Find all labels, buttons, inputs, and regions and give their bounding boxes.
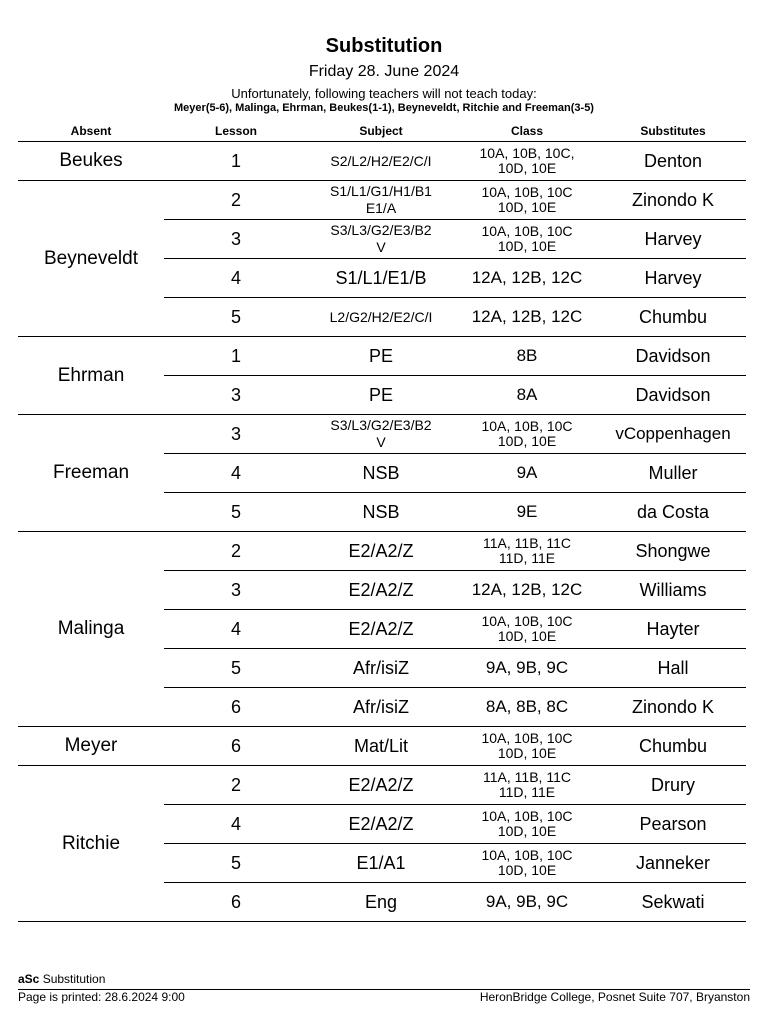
substitute-cell: Chumbu bbox=[600, 298, 746, 337]
class-cell: 9A bbox=[454, 454, 600, 493]
absent-teachers-list: Meyer(5-6), Malinga, Ehrman, Beukes(1-1), Beyneveldt, Ritchie and Freeman(3-5) bbox=[174, 102, 594, 114]
lesson-cell: 4 bbox=[164, 259, 308, 298]
class-cell: 10A, 10B, 10C 10D, 10E bbox=[454, 844, 600, 883]
class-cell: 11A, 11B, 11C 11D, 11E bbox=[454, 532, 600, 571]
app-name: Substitution bbox=[39, 972, 106, 986]
subject-cell: E2/A2/Z bbox=[308, 571, 454, 610]
class-cell: 8B bbox=[454, 337, 600, 376]
substitute-cell: Harvey bbox=[600, 259, 746, 298]
lesson-cell: 4 bbox=[164, 805, 308, 844]
subject-cell: NSB bbox=[308, 493, 454, 532]
lesson-cell: 4 bbox=[164, 610, 308, 649]
substitute-cell: Pearson bbox=[600, 805, 746, 844]
column-header-class: Class bbox=[454, 120, 600, 142]
lesson-cell: 4 bbox=[164, 454, 308, 493]
table-row bbox=[18, 766, 746, 805]
class-cell: 8A bbox=[454, 376, 600, 415]
lesson-cell: 2 bbox=[164, 532, 308, 571]
class-cell: 9A, 9B, 9C bbox=[454, 883, 600, 922]
page-title: Substitution bbox=[325, 35, 443, 57]
substitute-cell: Drury bbox=[600, 766, 746, 805]
lesson-cell: 3 bbox=[164, 415, 308, 454]
substitute-cell: Shongwe bbox=[600, 532, 746, 571]
class-cell: 10A, 10B, 10C 10D, 10E bbox=[454, 610, 600, 649]
lesson-cell: 3 bbox=[164, 571, 308, 610]
class-cell: 11A, 11B, 11C 11D, 11E bbox=[454, 766, 600, 805]
substitute-cell: Muller bbox=[600, 454, 746, 493]
subject-cell: S1/L1/E1/B bbox=[308, 259, 454, 298]
subject-cell: NSB bbox=[308, 454, 454, 493]
class-cell: 12A, 12B, 12C bbox=[454, 298, 600, 337]
substitute-cell: Sekwati bbox=[600, 883, 746, 922]
subject-cell: PE bbox=[308, 376, 454, 415]
table-header-row bbox=[18, 120, 746, 142]
lesson-cell: 5 bbox=[164, 493, 308, 532]
substitution-table bbox=[18, 120, 746, 922]
lesson-cell: 1 bbox=[164, 337, 308, 376]
column-header-substitutes: Substitutes bbox=[600, 120, 746, 142]
substitute-cell: Davidson bbox=[600, 337, 746, 376]
absent-teacher-cell: Meyer bbox=[18, 727, 164, 766]
table-body bbox=[18, 142, 746, 922]
class-cell: 10A, 10B, 10C 10D, 10E bbox=[454, 415, 600, 454]
class-cell: 10A, 10B, 10C, 10D, 10E bbox=[454, 142, 600, 181]
absent-teacher-cell: Ritchie bbox=[18, 766, 164, 922]
lesson-cell: 6 bbox=[164, 883, 308, 922]
substitute-cell: Zinondo K bbox=[600, 181, 746, 220]
page-date: Friday 28. June 2024 bbox=[308, 63, 460, 80]
table-row bbox=[18, 181, 746, 220]
subject-cell: Eng bbox=[308, 883, 454, 922]
subject-cell: S2/L2/H2/E2/C/I bbox=[308, 142, 454, 181]
table-row bbox=[18, 415, 746, 454]
subject-cell: S3/L3/G2/E3/B2 V bbox=[308, 220, 454, 259]
column-header-subject: Subject bbox=[308, 120, 454, 142]
substitute-cell: Hayter bbox=[600, 610, 746, 649]
subject-cell: E2/A2/Z bbox=[308, 532, 454, 571]
substitute-cell: Harvey bbox=[600, 220, 746, 259]
lesson-cell: 1 bbox=[164, 142, 308, 181]
class-cell: 9A, 9B, 9C bbox=[454, 649, 600, 688]
lesson-cell: 5 bbox=[164, 844, 308, 883]
subject-cell: E2/A2/Z bbox=[308, 766, 454, 805]
substitute-cell: Janneker bbox=[600, 844, 746, 883]
class-cell: 10A, 10B, 10C 10D, 10E bbox=[454, 220, 600, 259]
lesson-cell: 5 bbox=[164, 649, 308, 688]
lesson-cell: 6 bbox=[164, 727, 308, 766]
lesson-cell: 3 bbox=[164, 220, 308, 259]
app-brand: aSc bbox=[18, 972, 40, 986]
substitute-cell: Hall bbox=[600, 649, 746, 688]
subject-cell: PE bbox=[308, 337, 454, 376]
lesson-cell: 2 bbox=[164, 181, 308, 220]
column-header-lesson: Lesson bbox=[164, 120, 308, 142]
class-cell: 9E bbox=[454, 493, 600, 532]
substitute-cell: Denton bbox=[600, 142, 746, 181]
absent-teacher-cell: Freeman bbox=[18, 415, 164, 532]
class-cell: 10A, 10B, 10C 10D, 10E bbox=[454, 805, 600, 844]
subject-cell: E2/A2/Z bbox=[308, 610, 454, 649]
class-cell: 12A, 12B, 12C bbox=[454, 259, 600, 298]
subject-cell: S1/L1/G1/H1/B1 E1/A bbox=[308, 181, 454, 220]
lesson-cell: 6 bbox=[164, 688, 308, 727]
subject-cell: E1/A1 bbox=[308, 844, 454, 883]
subject-cell: Mat/Lit bbox=[308, 727, 454, 766]
table-row bbox=[18, 532, 746, 571]
lesson-cell: 2 bbox=[164, 766, 308, 805]
absent-teacher-cell: Beyneveldt bbox=[18, 181, 164, 337]
substitute-cell: vCoppenhagen bbox=[600, 415, 746, 454]
class-cell: 10A, 10B, 10C 10D, 10E bbox=[454, 727, 600, 766]
table-row bbox=[18, 337, 746, 376]
absence-notice: Unfortunately, following teachers will not teach today: bbox=[231, 86, 537, 101]
substitute-cell: Williams bbox=[600, 571, 746, 610]
class-cell: 8A, 8B, 8C bbox=[454, 688, 600, 727]
app-credit bbox=[18, 972, 105, 987]
subject-cell: E2/A2/Z bbox=[308, 805, 454, 844]
subject-cell: Afr/isiZ bbox=[308, 649, 454, 688]
printed-timestamp: Page is printed: 28.6.2024 9:00 bbox=[18, 990, 185, 1004]
absent-teacher-cell: Beukes bbox=[18, 142, 164, 181]
lesson-cell: 3 bbox=[164, 376, 308, 415]
absent-teacher-cell: Malinga bbox=[18, 532, 164, 727]
subject-cell: S3/L3/G2/E3/B2 V bbox=[308, 415, 454, 454]
column-header-absent: Absent bbox=[18, 120, 164, 142]
subject-cell: Afr/isiZ bbox=[308, 688, 454, 727]
class-cell: 10A, 10B, 10C 10D, 10E bbox=[454, 181, 600, 220]
substitute-cell: da Costa bbox=[600, 493, 746, 532]
page-footer bbox=[18, 990, 750, 1004]
absent-teacher-cell: Ehrman bbox=[18, 337, 164, 415]
substitute-cell: Chumbu bbox=[600, 727, 746, 766]
substitute-cell: Davidson bbox=[600, 376, 746, 415]
table-row bbox=[18, 142, 746, 181]
table-row bbox=[18, 727, 746, 766]
substitute-cell: Zinondo K bbox=[600, 688, 746, 727]
lesson-cell: 5 bbox=[164, 298, 308, 337]
school-address: HeronBridge College, Posnet Suite 707, Bryanston bbox=[479, 990, 750, 1004]
class-cell: 12A, 12B, 12C bbox=[454, 571, 600, 610]
subject-cell: L2/G2/H2/E2/C/I bbox=[308, 298, 454, 337]
page-header bbox=[0, 34, 768, 115]
